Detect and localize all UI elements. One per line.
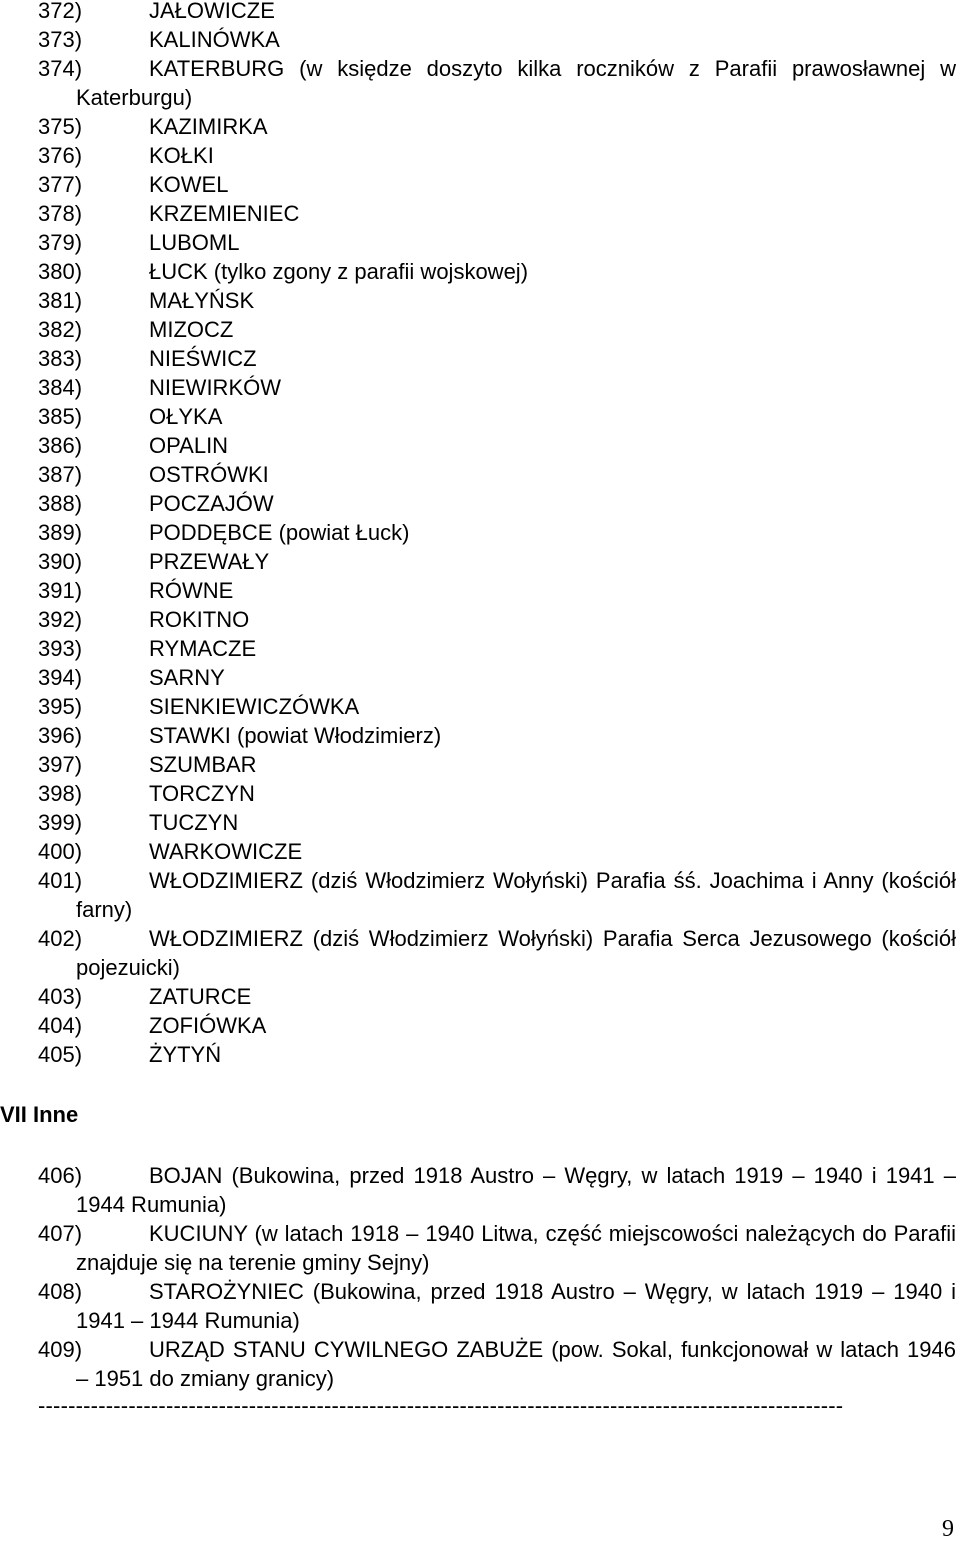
item-text: MIZOCZ bbox=[149, 317, 234, 342]
list-item bbox=[38, 0, 956, 25]
list-item bbox=[38, 112, 956, 141]
item-text: WARKOWICZE bbox=[149, 839, 303, 864]
list-item bbox=[38, 808, 956, 837]
item-text: ZOFIÓWKA bbox=[149, 1013, 267, 1038]
list-item bbox=[38, 1277, 956, 1335]
item-number: 385) bbox=[38, 404, 83, 429]
item-text: WŁODZIMIERZ (dziś Włodzimierz Wołyński) Parafia śś. Joachima i Anny (kościół farny) bbox=[76, 868, 956, 922]
item-text: ROKITNO bbox=[149, 607, 250, 632]
item-text: ŁUCK (tylko zgony z parafii wojskowej) bbox=[149, 259, 529, 284]
list-item bbox=[38, 141, 956, 170]
item-number: 384) bbox=[38, 375, 83, 400]
item-text: KRZEMIENIEC bbox=[149, 201, 300, 226]
item-number: 372) bbox=[38, 0, 83, 23]
item-number: 403) bbox=[38, 984, 83, 1009]
item-text: TUCZYN bbox=[149, 810, 239, 835]
list-item bbox=[38, 228, 956, 257]
item-text: KAZIMIRKA bbox=[149, 114, 268, 139]
separator-line: ----------------------------------------------------------------------------------------------------------- bbox=[38, 1393, 844, 1418]
list-item bbox=[38, 170, 956, 199]
page-number: 9 bbox=[942, 1516, 954, 1542]
item-text: KALINÓWKA bbox=[149, 27, 280, 52]
item-number: 378) bbox=[38, 201, 83, 226]
list-item bbox=[38, 25, 956, 54]
item-number: 396) bbox=[38, 723, 83, 748]
item-text: OPALIN bbox=[149, 433, 229, 458]
list-item bbox=[38, 866, 956, 924]
item-number: 387) bbox=[38, 462, 83, 487]
item-number: 408) bbox=[38, 1279, 83, 1304]
list-item bbox=[38, 576, 956, 605]
list-item bbox=[38, 315, 956, 344]
item-text: KOŁKI bbox=[149, 143, 214, 168]
list-item bbox=[38, 373, 956, 402]
other-list bbox=[38, 1161, 956, 1393]
list-item bbox=[38, 286, 956, 315]
item-number: 391) bbox=[38, 578, 83, 603]
item-text: ŻYTYŃ bbox=[149, 1042, 222, 1067]
item-number: 406) bbox=[38, 1163, 83, 1188]
item-text: PRZEWAŁY bbox=[149, 549, 270, 574]
list-item bbox=[38, 489, 956, 518]
item-text: KUCIUNY (w latach 1918 – 1940 Litwa, część miejscowości należących do Parafii znajduje się na terenie gminy Sejny) bbox=[76, 1221, 956, 1275]
item-text: BOJAN (Bukowina, przed 1918 Austro – Węgry, w latach 1919 – 1940 i 1941 – 1944 Rumunia) bbox=[76, 1163, 956, 1217]
list-item bbox=[38, 721, 956, 750]
section-heading: VII Inne bbox=[0, 1102, 79, 1127]
list-item bbox=[38, 460, 956, 489]
item-number: 380) bbox=[38, 259, 83, 284]
item-text: MAŁYŃSK bbox=[149, 288, 255, 313]
item-number: 394) bbox=[38, 665, 83, 690]
list-item bbox=[38, 1040, 956, 1069]
list-item bbox=[38, 634, 956, 663]
item-text: SARNY bbox=[149, 665, 225, 690]
list-item bbox=[38, 837, 956, 866]
list-item bbox=[38, 54, 956, 112]
item-text: KOWEL bbox=[149, 172, 229, 197]
item-number: 401) bbox=[38, 868, 83, 893]
item-number: 393) bbox=[38, 636, 83, 661]
item-text: PODDĘBCE (powiat Łuck) bbox=[149, 520, 410, 545]
list-item bbox=[38, 1161, 956, 1219]
item-number: 402) bbox=[38, 926, 83, 951]
list-item bbox=[38, 402, 956, 431]
item-text: NIEWIRKÓW bbox=[149, 375, 281, 400]
item-number: 397) bbox=[38, 752, 83, 777]
list-item bbox=[38, 605, 956, 634]
item-text: OŁYKA bbox=[149, 404, 223, 429]
list-item bbox=[38, 692, 956, 721]
list-item bbox=[38, 982, 956, 1011]
list-item bbox=[38, 779, 956, 808]
item-text: OSTRÓWKI bbox=[149, 462, 269, 487]
item-number: 383) bbox=[38, 346, 83, 371]
item-text: NIEŚWICZ bbox=[149, 346, 257, 371]
list-item bbox=[38, 1219, 956, 1277]
item-text: LUBOML bbox=[149, 230, 240, 255]
item-number: 404) bbox=[38, 1013, 83, 1038]
item-number: 375) bbox=[38, 114, 83, 139]
item-number: 395) bbox=[38, 694, 83, 719]
item-text: WŁODZIMIERZ (dziś Włodzimierz Wołyński) Parafia Serca Jezusowego (kościół pojezuicki) bbox=[76, 926, 956, 980]
item-number: 399) bbox=[38, 810, 83, 835]
item-number: 381) bbox=[38, 288, 83, 313]
list-item bbox=[38, 547, 956, 576]
item-text: SIENKIEWICZÓWKA bbox=[149, 694, 360, 719]
item-text: SZUMBAR bbox=[149, 752, 257, 777]
list-item bbox=[38, 518, 956, 547]
list-item bbox=[38, 257, 956, 286]
list-item bbox=[38, 750, 956, 779]
item-text: KATERBURG (w księdze doszyto kilka roczników z Parafii prawosławnej w Katerburgu) bbox=[76, 56, 956, 110]
item-number: 409) bbox=[38, 1337, 83, 1362]
item-number: 400) bbox=[38, 839, 83, 864]
parish-list bbox=[38, 0, 956, 1069]
item-number: 398) bbox=[38, 781, 83, 806]
item-text: STAWKI (powiat Włodzimierz) bbox=[149, 723, 442, 748]
list-item bbox=[38, 1011, 956, 1040]
list-item bbox=[38, 1335, 956, 1393]
item-number: 376) bbox=[38, 143, 83, 168]
item-number: 386) bbox=[38, 433, 83, 458]
item-text: POCZAJÓW bbox=[149, 491, 274, 516]
item-text: RYMACZE bbox=[149, 636, 257, 661]
item-text: RÓWNE bbox=[149, 578, 234, 603]
item-text: STAROŻYNIEC (Bukowina, przed 1918 Austro – Węgry, w latach 1919 – 1940 i 1941 – 1944 Rumunia) bbox=[76, 1279, 956, 1333]
item-text: ZATURCE bbox=[149, 984, 252, 1009]
list-item bbox=[38, 199, 956, 228]
item-number: 379) bbox=[38, 230, 83, 255]
item-number: 405) bbox=[38, 1042, 83, 1067]
item-number: 389) bbox=[38, 520, 83, 545]
item-text: TORCZYN bbox=[149, 781, 255, 806]
list-item bbox=[38, 431, 956, 460]
item-number: 377) bbox=[38, 172, 83, 197]
item-number: 392) bbox=[38, 607, 83, 632]
list-item bbox=[38, 924, 956, 982]
item-number: 390) bbox=[38, 549, 83, 574]
item-number: 388) bbox=[38, 491, 83, 516]
item-number: 407) bbox=[38, 1221, 83, 1246]
item-text: JAŁOWICZE bbox=[149, 0, 275, 23]
item-number: 373) bbox=[38, 27, 83, 52]
list-item bbox=[38, 344, 956, 373]
list-item bbox=[38, 663, 956, 692]
item-number: 382) bbox=[38, 317, 83, 342]
item-number: 374) bbox=[38, 56, 83, 81]
item-text: URZĄD STANU CYWILNEGO ZABUŻE (pow. Sokal, funkcjonował w latach 1946 – 1951 do zmiany granicy) bbox=[76, 1337, 956, 1391]
